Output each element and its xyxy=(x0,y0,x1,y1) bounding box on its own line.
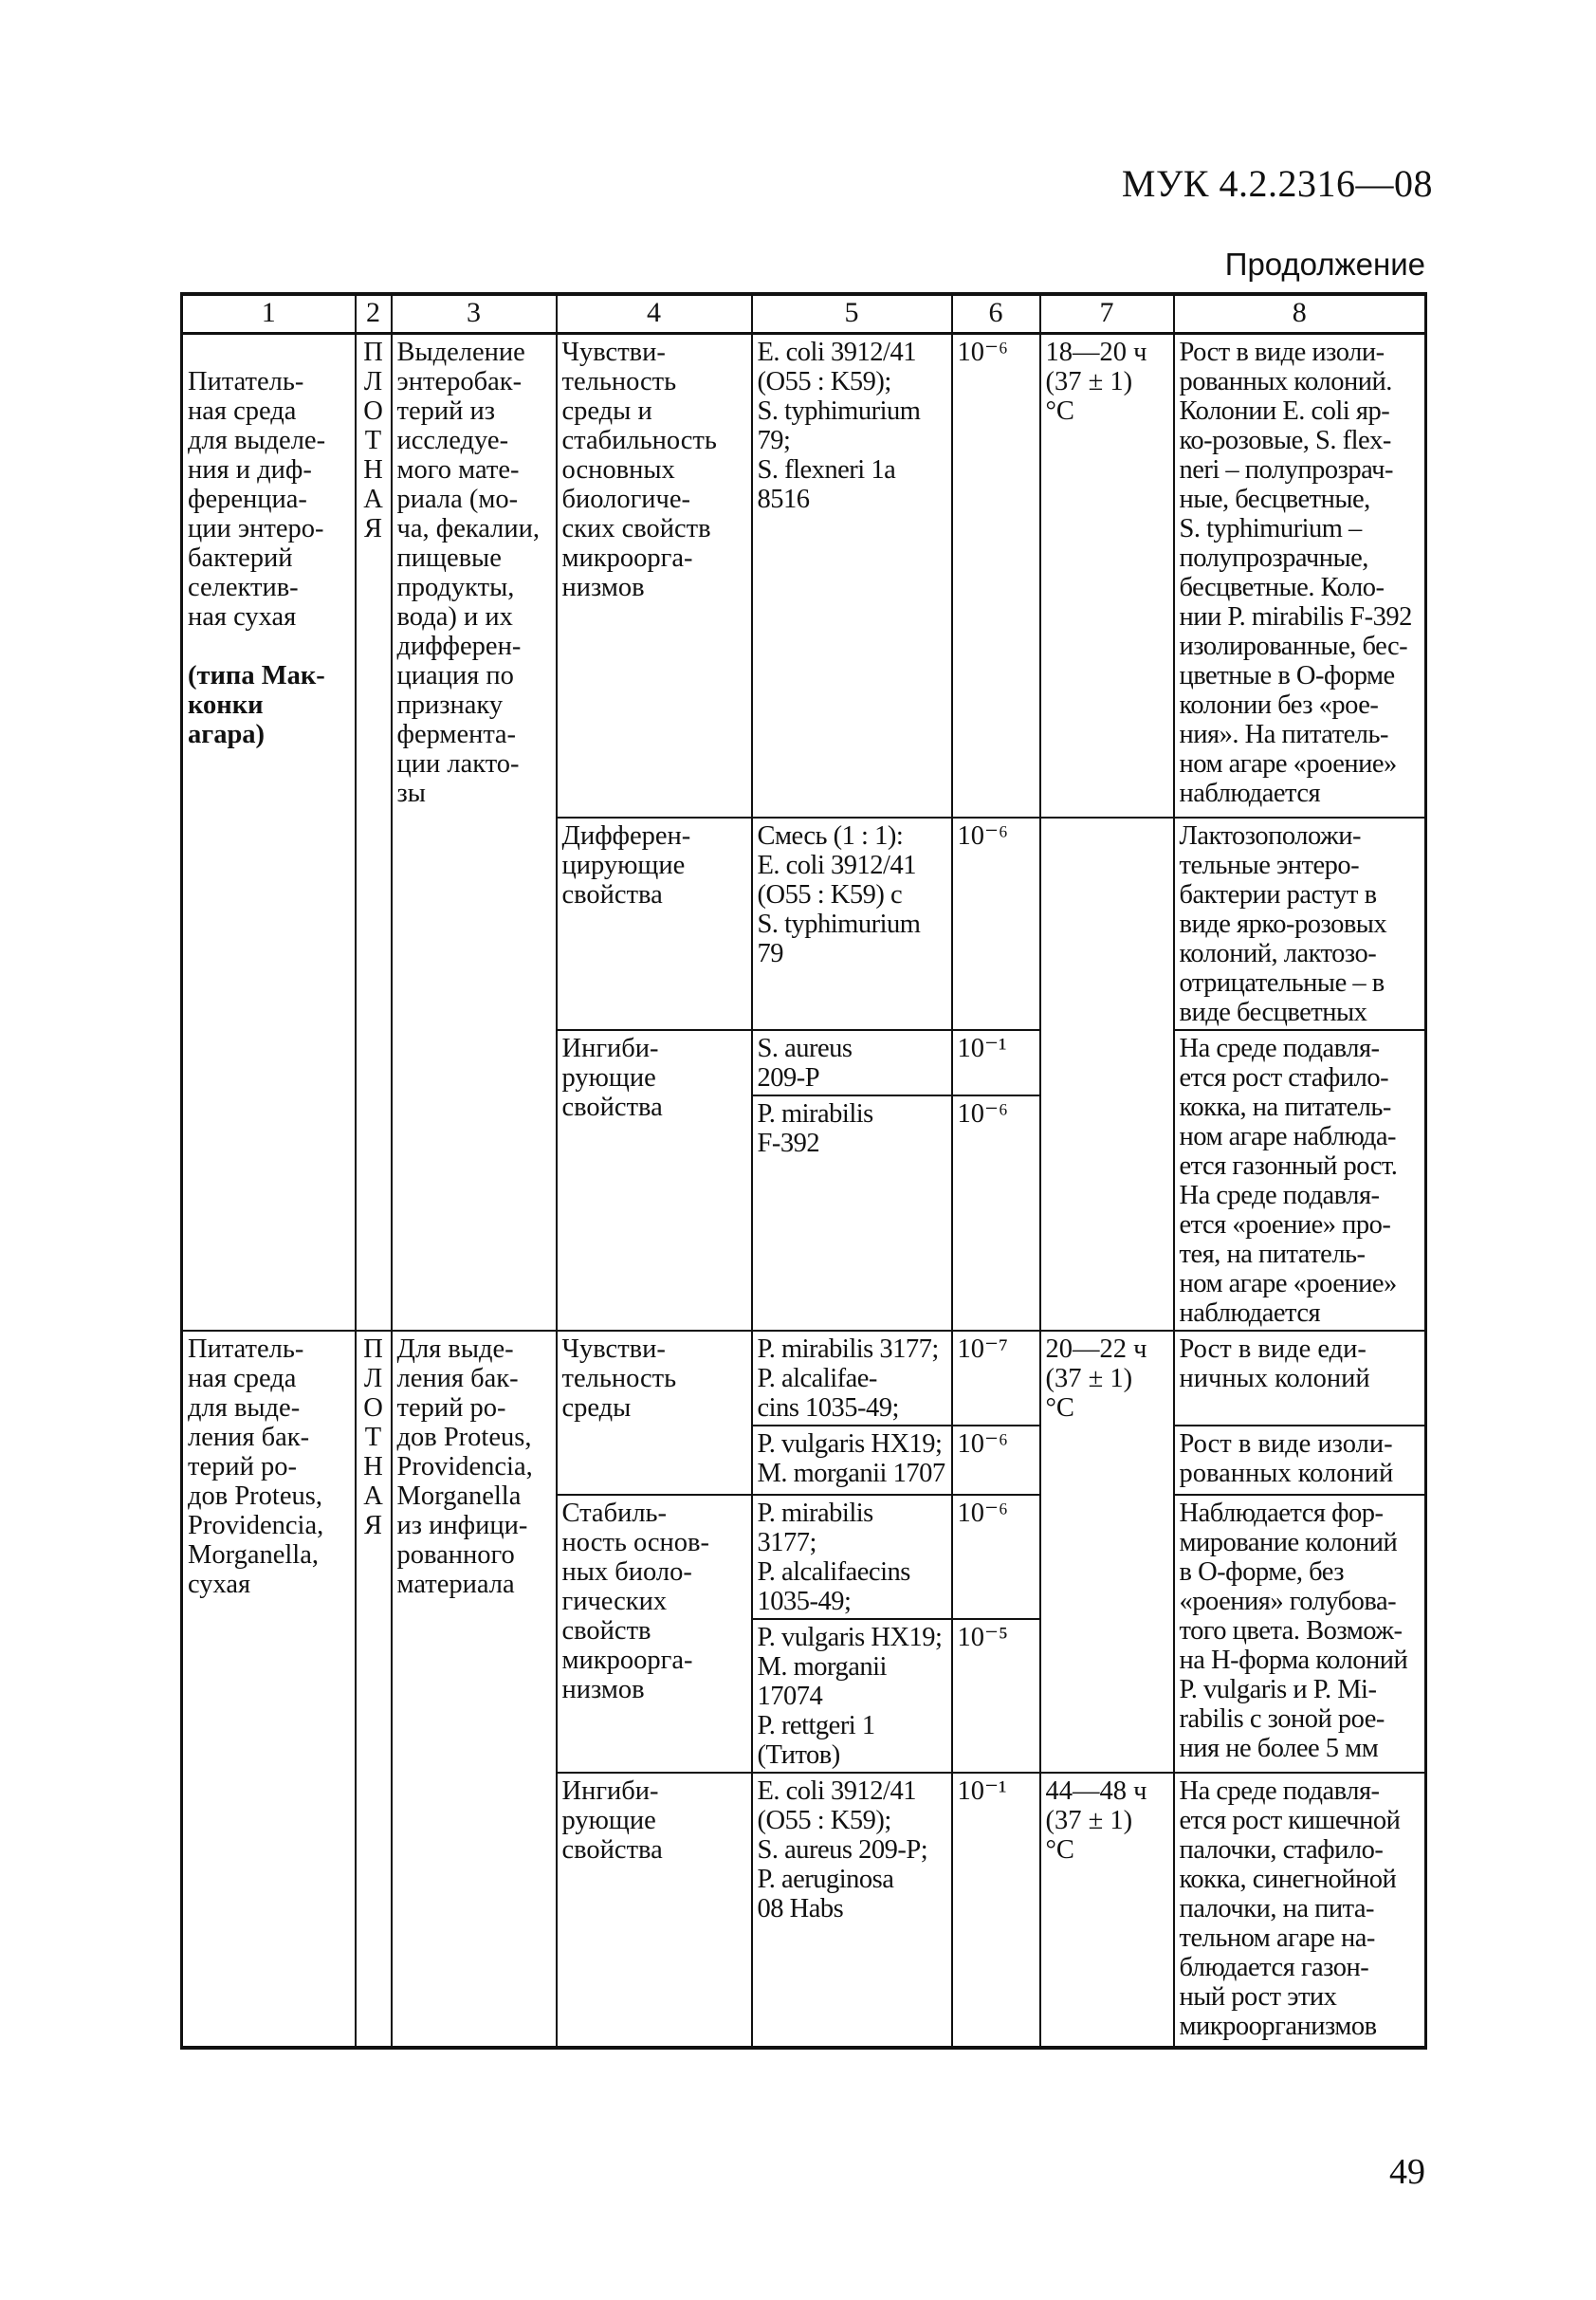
consistency-letter: Н xyxy=(363,455,383,485)
result-cell: Лактозоположи- тельные энтеро- бактерии растут в виде ярко-розовых колоний, лактозо- отрицательные – в виде бесцветных xyxy=(1174,818,1426,1030)
purpose-cell: Выделение энтеробак- терий из исследуе- мого мате- риала (мо- ча, фекалии, пищевые продукты, вода) и их дифферен- циация по признаку ферментa- ции лакто- зы xyxy=(392,334,557,1331)
column-header: 3 xyxy=(392,294,557,334)
medium-name: Питатель- ная среда для выделе- ния и диф- ференциа- ции энтеро- бактерий селектив- ная сухая xyxy=(188,367,326,632)
column-header: 8 xyxy=(1174,294,1426,334)
continuation-label: Продолжение xyxy=(1224,247,1425,282)
result-cell: Рост в виде изоли- рованных колоний. Колонии E. coli яр- ко-розовые, S. flex- neri – полупрозрач- ные, бесцветные, S. typhimurium – полупрозрачные, бесцветные. Коло- нии P. mirabilis F-392 изолированные, бес- цветные в О-форме колонии без «рое- ния». На питатель- ном агаре «роение» наблюдается xyxy=(1174,334,1426,818)
medium-type-bold: (типа Мак- конки агара) xyxy=(188,661,325,749)
column-header: 7 xyxy=(1040,294,1174,334)
result-cell: Рост в виде еди- ничных колоний xyxy=(1174,1331,1426,1426)
dilution-cell: 10⁻⁵ xyxy=(952,1619,1040,1773)
result-cell: Наблюдается фор- мирование колоний в О-форме, без «роения» голубова- того цвета. Возмож- на Н-форма колоний P. vulgaris и P. Mi- rabilis с зоной рое- ния не более 5 мм xyxy=(1174,1495,1426,1773)
media-control-table xyxy=(180,292,1427,2050)
consistency-letter: Т xyxy=(364,426,382,455)
dilution-cell: 10⁻¹ xyxy=(952,1030,1040,1096)
dilution-cell: 10⁻⁶ xyxy=(952,334,1040,818)
incubation-cell xyxy=(1040,818,1174,1331)
dilution-cell: 10⁻⁶ xyxy=(952,818,1040,1030)
consistency-letter: Я xyxy=(363,514,382,543)
consistency-letter: Л xyxy=(363,1363,383,1393)
column-header: 5 xyxy=(752,294,952,334)
property-cell: Ингиби- рующие свойства xyxy=(557,1773,752,2048)
dilution-cell: 10⁻⁷ xyxy=(952,1331,1040,1426)
consistency-letter: Т xyxy=(364,1422,382,1452)
strain-cell: Смесь (1 : 1): E. coli 3912/41 (O55 : K59) с S. typhimurium 79 xyxy=(752,818,952,1030)
consistency-letter: А xyxy=(363,485,383,514)
consistency-letter: А xyxy=(363,1481,383,1511)
column-header: 6 xyxy=(952,294,1040,334)
column-header: 1 xyxy=(182,294,356,334)
strain-cell: P. mirabilis 3177; P. alcalifaecins 1035-49; xyxy=(752,1495,952,1619)
strain-cell: P. vulgaris HX19; M. morganii 1707 xyxy=(752,1426,952,1495)
property-cell: Дифферен- цирующие свойства xyxy=(557,818,752,1030)
consistency-cell xyxy=(356,1331,392,2048)
column-header: 4 xyxy=(557,294,752,334)
incubation-cell: 44—48 ч (37 ± 1) °С xyxy=(1040,1773,1174,2048)
dilution-cell: 10⁻⁶ xyxy=(952,1495,1040,1619)
table-row xyxy=(182,1331,1426,1426)
strain-cell: E. coli 3912/41 (O55 : K59); S. typhimurium 79; S. flexneri 1a 8516 xyxy=(752,334,952,818)
property-cell: Стабиль- ность основ- ных биоло- гических свойств микроорга- низмов xyxy=(557,1495,752,1773)
consistency-letter: П xyxy=(363,338,383,367)
strain-cell: P. mirabilis 3177; P. alcalifae- cins 1035-49; xyxy=(752,1331,952,1426)
result-cell: На среде подавля- ется рост стафило- кокка, на питатель- ном агаре наблюда- ется газонный рост. На среде подавля- ется «роение» про- тея, на питатель- ном агаре «роение» наблюдается xyxy=(1174,1030,1426,1331)
incubation-cell: 20—22 ч (37 ± 1) °С xyxy=(1040,1331,1174,1773)
page-number: 49 xyxy=(1389,2152,1425,2192)
dilution-cell: 10⁻⁶ xyxy=(952,1426,1040,1495)
medium-name-cell xyxy=(182,334,356,1331)
result-cell: На среде подавля- ется рост кишечной палочки, стафило- кокка, синегнойной палочки, на пита- тельном агаре на- блюдается газон- ный рост этих микроорганизмов xyxy=(1174,1773,1426,2048)
consistency-cell xyxy=(356,334,392,1331)
consistency-letter: Я xyxy=(363,1510,382,1540)
column-number-row xyxy=(182,294,1426,334)
strain-cell: P. vulgaris HX19; M. morganii 17074 P. rettgeri 1 (Титов) xyxy=(752,1619,952,1773)
strain-cell: E. coli 3912/41 (O55 : K59); S. aureus 209-P; P. aeruginosa 08 Habs xyxy=(752,1773,952,2048)
incubation-cell: 18—20 ч (37 ± 1) °С xyxy=(1040,334,1174,818)
property-cell: Ингиби- рующие свойства xyxy=(557,1030,752,1331)
document-code: МУК 4.2.2316—08 xyxy=(1121,162,1433,205)
column-header: 2 xyxy=(356,294,392,334)
consistency-letter: О xyxy=(363,396,383,426)
consistency-letter: О xyxy=(363,1392,383,1423)
consistency-letter: Л xyxy=(363,367,383,396)
purpose-cell: Для выде- ления бак- терий ро- дов Proteus, Providencia, Morganella из инфици- рованного материала xyxy=(392,1331,557,2048)
table-row xyxy=(182,334,1426,818)
medium-name-cell: Питатель- ная среда для выде- ления бак- терий ро- дов Proteus, Providencia, Morganella, сухая xyxy=(182,1331,356,2048)
consistency-letter: Н xyxy=(363,1451,383,1481)
consistency-letter: П xyxy=(363,1334,383,1364)
strain-cell: S. aureus 209-P xyxy=(752,1030,952,1096)
property-cell: Чувстви- тельность среды xyxy=(557,1331,752,1495)
result-cell: Рост в виде изоли- рованных колоний xyxy=(1174,1426,1426,1495)
dilution-cell: 10⁻⁶ xyxy=(952,1095,1040,1330)
strain-cell: P. mirabilis F-392 xyxy=(752,1095,952,1330)
dilution-cell: 10⁻¹ xyxy=(952,1773,1040,2048)
property-cell: Чувстви- тельность среды и стабильность основных биологиче- ских свойств микроорга- низмов xyxy=(557,334,752,818)
